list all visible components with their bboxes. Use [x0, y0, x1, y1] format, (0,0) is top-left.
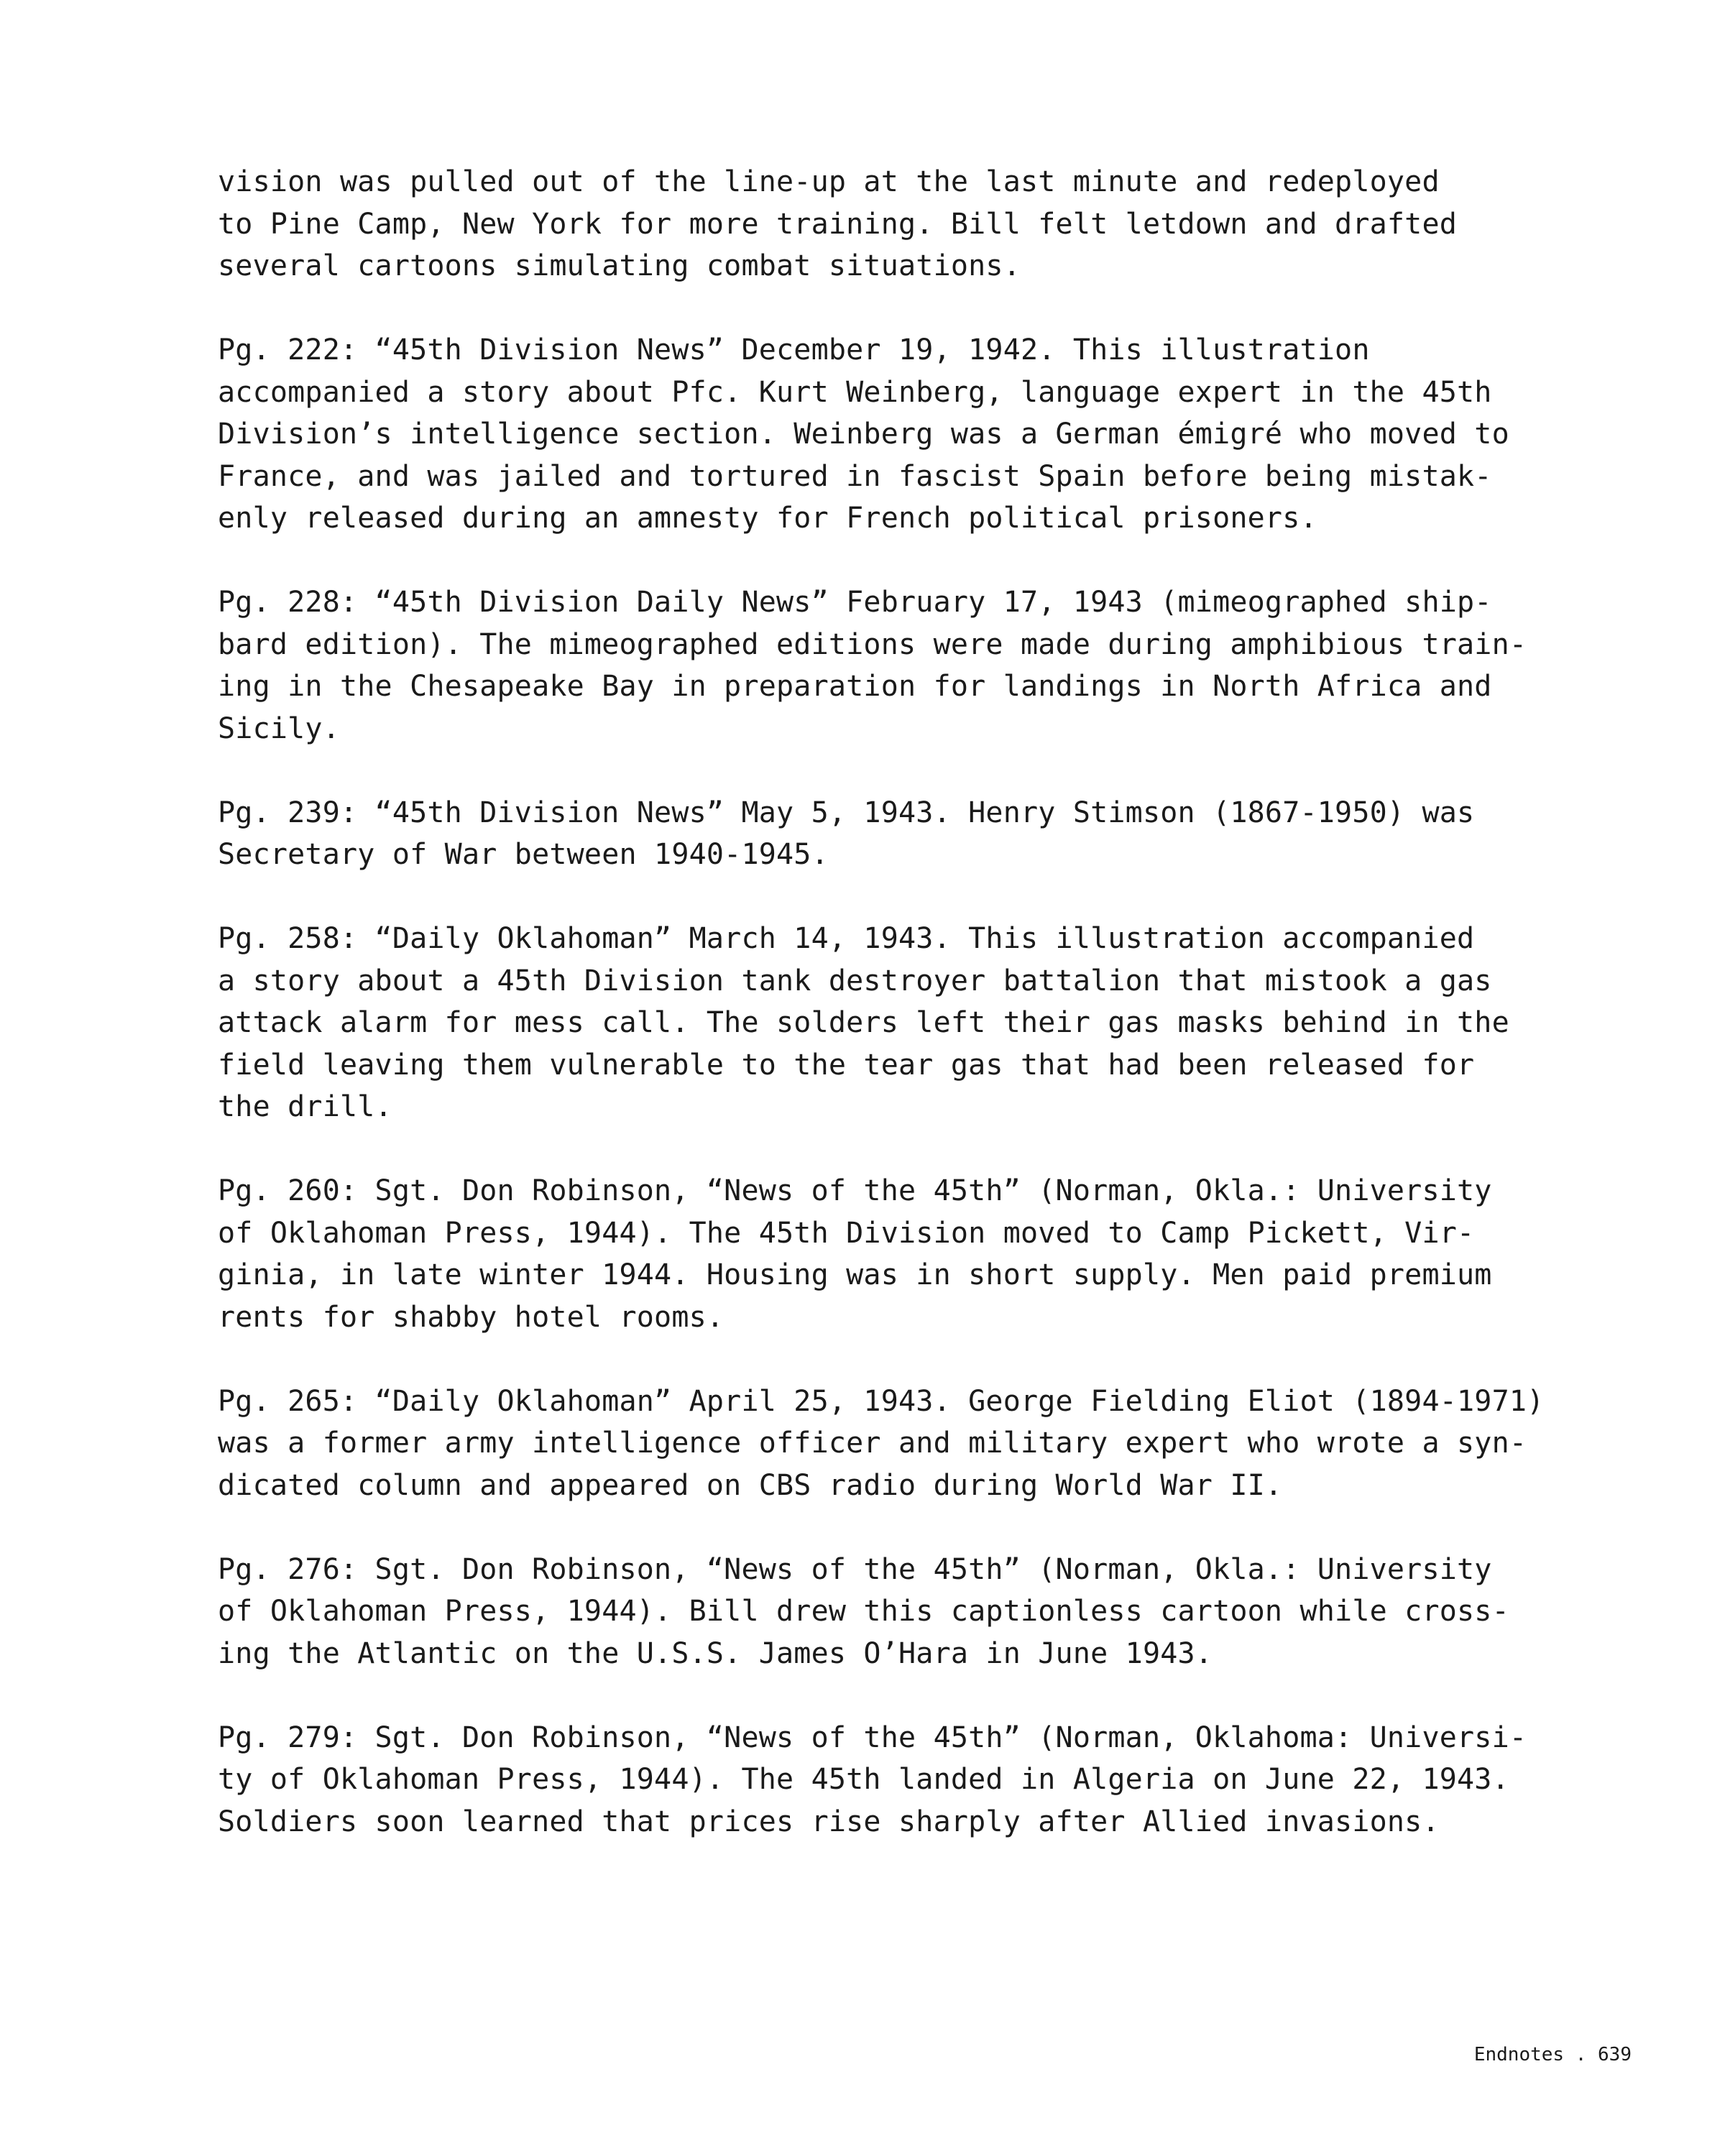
endnote-paragraph	[218, 1717, 1583, 1843]
page-footer: Endnotes . 639	[1473, 2044, 1632, 2065]
text-line: Pg. 265: “Daily Oklahoman” April 25, 1943. George Fielding Eliot (1894-1971)	[218, 1384, 1545, 1418]
text-line: Soldiers soon learned that prices rise sharply after Allied invasions.	[218, 1805, 1440, 1838]
text-line: Secretary of War between 1940-1945.	[218, 838, 829, 871]
text-line: vision was pulled out of the line-up at the last minute and redeployed	[218, 165, 1440, 198]
endnote-paragraph	[218, 1381, 1583, 1507]
text-line: Division’s intelligence section. Weinberg was a German émigré who moved to	[218, 418, 1509, 451]
text-line: several cartoons simulating combat situations.	[218, 249, 1021, 282]
endnote-paragraph	[218, 581, 1583, 750]
endnote-paragraph	[218, 161, 1583, 287]
text-line: Sicily.	[218, 711, 340, 745]
endnote-paragraph	[218, 329, 1583, 540]
text-line: dicated column and appeared on CBS radio during World War II.	[218, 1468, 1283, 1502]
text-line: ing in the Chesapeake Bay in preparation for landings in North Africa and	[218, 670, 1492, 703]
text-line: Pg. 222: “45th Division News” December 19, 1942. This illustration	[218, 333, 1370, 367]
text-line: was a former army intelligence officer and military expert who wrote a syn-	[218, 1427, 1527, 1460]
text-line: of Oklahoman Press, 1944). The 45th Division moved to Camp Pickett, Vir-	[218, 1216, 1475, 1250]
text-line: Pg. 228: “45th Division Daily News” February 17, 1943 (mimeographed ship-	[218, 586, 1492, 619]
text-line: the drill.	[218, 1090, 392, 1123]
endnote-paragraph	[218, 792, 1583, 876]
text-line: ty of Oklahoman Press, 1944). The 45th landed in Algeria on June 22, 1943.	[218, 1763, 1509, 1796]
text-line: a story about a 45th Division tank destroyer battalion that mistook a gas	[218, 964, 1492, 998]
text-line: ing the Atlantic on the U.S.S. James O’Hara in June 1943.	[218, 1636, 1213, 1670]
endnotes-body	[218, 161, 1583, 1885]
endnote-paragraph	[218, 918, 1583, 1128]
text-line: ginia, in late winter 1944. Housing was in short supply. Men paid premium	[218, 1258, 1492, 1291]
text-line: bard edition). The mimeographed editions were made during amphibious train-	[218, 627, 1527, 661]
text-line: attack alarm for mess call. The solders left their gas masks behind in the	[218, 1006, 1509, 1039]
text-line: Pg. 239: “45th Division News” May 5, 1943. Henry Stimson (1867-1950) was	[218, 796, 1475, 829]
text-line: field leaving them vulnerable to the tear gas that had been released for	[218, 1048, 1475, 1082]
text-line: enly released during an amnesty for French political prisoners.	[218, 502, 1317, 535]
endnote-paragraph	[218, 1549, 1583, 1675]
text-line: of Oklahoman Press, 1944). Bill drew this captionless cartoon while cross-	[218, 1595, 1509, 1628]
text-line: Pg. 260: Sgt. Don Robinson, “News of the 45th” (Norman, Okla.: University	[218, 1174, 1492, 1207]
text-line: to Pine Camp, New York for more training. Bill felt letdown and drafted	[218, 207, 1458, 241]
text-line: France, and was jailed and tortured in fascist Spain before being mistak-	[218, 459, 1492, 493]
text-line: rents for shabby hotel rooms.	[218, 1300, 724, 1334]
text-line: accompanied a story about Pfc. Kurt Weinberg, language expert in the 45th	[218, 375, 1492, 409]
text-line: Pg. 258: “Daily Oklahoman” March 14, 1943. This illustration accompanied	[218, 922, 1475, 955]
text-line: Pg. 279: Sgt. Don Robinson, “News of the 45th” (Norman, Oklahoma: Universi-	[218, 1720, 1527, 1754]
text-line: Pg. 276: Sgt. Don Robinson, “News of the 45th” (Norman, Okla.: University	[218, 1552, 1492, 1586]
endnote-paragraph	[218, 1170, 1583, 1338]
